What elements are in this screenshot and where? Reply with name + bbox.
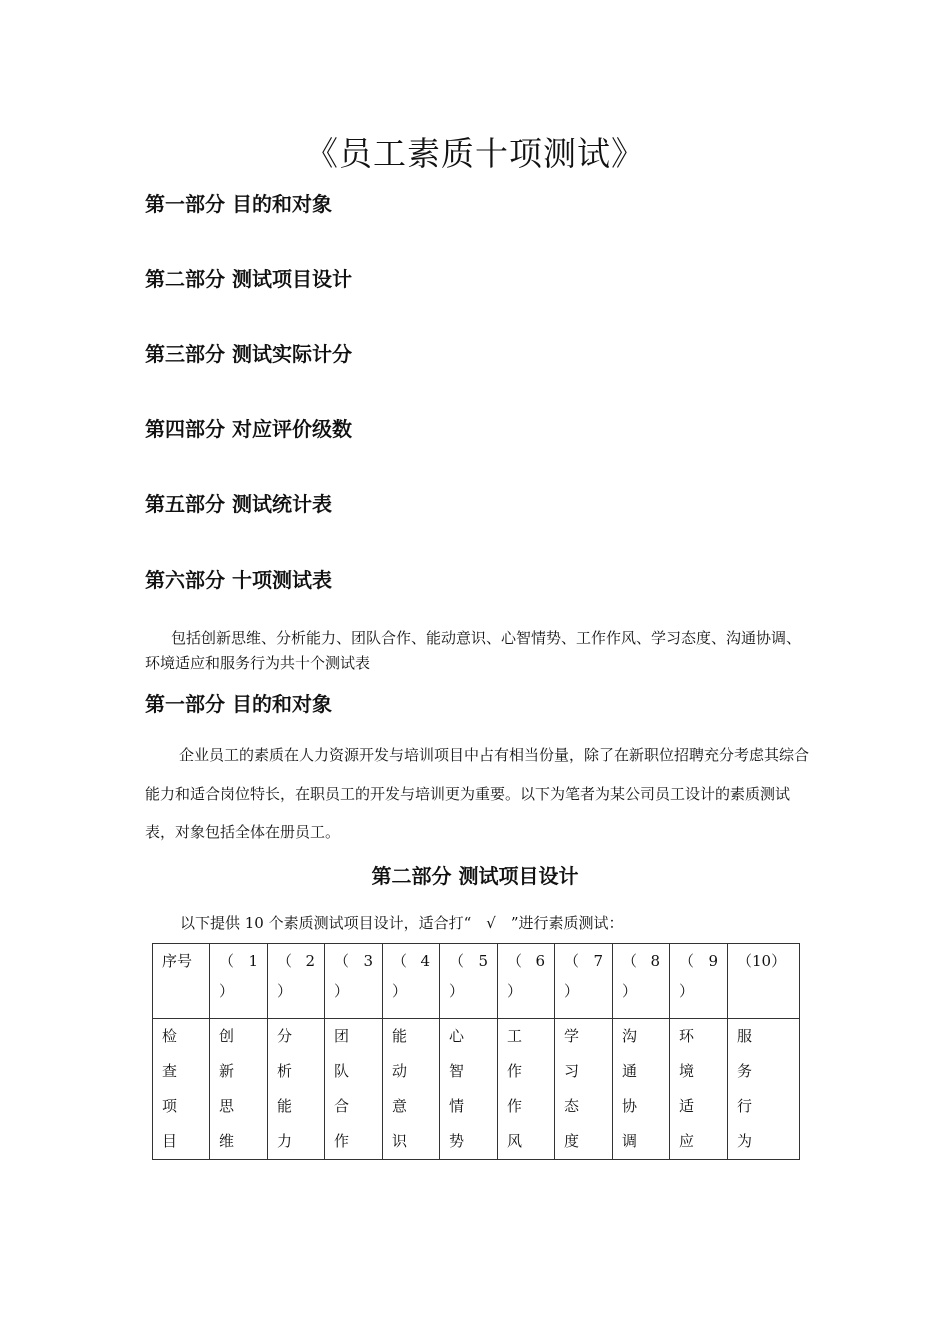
item-char: 作 — [507, 1062, 523, 1080]
item-char: 心 — [449, 1027, 465, 1045]
item-char: 维 — [219, 1132, 235, 1150]
toc-item-part-5: 第五部分 测试统计表 — [145, 492, 332, 516]
close-paren: ） — [219, 982, 235, 1000]
items-label-cell — [153, 1019, 210, 1160]
number-cell — [728, 944, 800, 1019]
item-cell — [670, 1019, 728, 1160]
item-char: 识 — [392, 1132, 408, 1150]
item-cell — [498, 1019, 555, 1160]
number-label-cell — [153, 944, 210, 1019]
toc-item-part-6: 第六部分 十项测试表 — [145, 568, 332, 592]
table-intro: 以下提供 10 个素质测试项目设计，适合打“ √ ”进行素质测试： — [180, 914, 624, 932]
close-paren: ） — [334, 982, 350, 1000]
item-cell — [210, 1019, 268, 1160]
section-heading-part-2: 第二部分 测试项目设计 — [371, 864, 579, 888]
item-char: 作 — [334, 1132, 350, 1150]
item-char: 适 — [679, 1097, 695, 1115]
number-label: 序号 — [162, 952, 193, 970]
number-cell — [670, 944, 728, 1019]
close-paren: ） — [392, 982, 408, 1000]
close-paren: ） — [564, 982, 580, 1000]
item-char: 作 — [507, 1097, 523, 1115]
item-char: 调 — [622, 1132, 638, 1150]
item-char: 团 — [334, 1027, 350, 1045]
open-paren: （ — [334, 952, 350, 970]
item-char: 态 — [564, 1097, 580, 1115]
item-char: 行 — [737, 1097, 753, 1115]
item-cell — [383, 1019, 440, 1160]
item-char: 势 — [449, 1132, 465, 1150]
item-char: 情 — [449, 1097, 465, 1115]
toc-item-part-2: 第二部分 测试项目设计 — [145, 267, 352, 291]
number-cell — [383, 944, 440, 1019]
number-cell — [498, 944, 555, 1019]
item-char: 力 — [277, 1132, 293, 1150]
item-number: 2 — [305, 952, 315, 970]
item-char: 能 — [277, 1097, 293, 1115]
item-char: 新 — [219, 1062, 235, 1080]
section-heading-part-1: 第一部分 目的和对象 — [145, 692, 332, 716]
close-paren: ） — [622, 982, 638, 1000]
table-row-number — [153, 944, 800, 1019]
item-char: 析 — [277, 1062, 293, 1080]
open-paren: （ — [392, 952, 408, 970]
item-char: 分 — [277, 1027, 293, 1045]
item-char: 应 — [679, 1132, 695, 1150]
item-cell — [268, 1019, 325, 1160]
number-cell — [268, 944, 325, 1019]
item-char: 学 — [564, 1027, 580, 1045]
item-number: （10） — [737, 952, 787, 970]
item-cell — [613, 1019, 670, 1160]
item-char: 环 — [679, 1027, 695, 1045]
item-char: 沟 — [622, 1027, 638, 1045]
item-number: 3 — [363, 952, 373, 970]
item-cell — [440, 1019, 498, 1160]
label-char: 查 — [162, 1062, 178, 1080]
label-char: 目 — [162, 1132, 178, 1150]
item-char: 风 — [507, 1132, 523, 1150]
item-number: 7 — [593, 952, 603, 970]
test-items-table — [152, 943, 800, 1160]
item-char: 意 — [392, 1097, 408, 1115]
item-char: 服 — [737, 1027, 753, 1045]
item-char: 度 — [564, 1132, 580, 1150]
toc-item-part-3: 第三部分 测试实际计分 — [145, 342, 352, 366]
item-char: 队 — [334, 1062, 350, 1080]
close-paren: ） — [679, 982, 695, 1000]
item-char: 思 — [219, 1097, 235, 1115]
table-row-items — [153, 1019, 800, 1160]
number-cell — [440, 944, 498, 1019]
intro-paragraph: 包括创新思维、分析能力、团队合作、能动意识、心智情势、工作作风、学习态度、沟通协调、环境适应和服务行为共十个测试表 — [145, 629, 802, 672]
item-char: 通 — [622, 1062, 638, 1080]
page-title: 《员工素质十项测试》 — [305, 134, 645, 173]
number-cell — [210, 944, 268, 1019]
item-char: 境 — [679, 1062, 695, 1080]
close-paren: ） — [507, 982, 523, 1000]
open-paren: （ — [449, 952, 465, 970]
number-cell — [555, 944, 613, 1019]
label-char: 检 — [162, 1027, 178, 1045]
open-paren: （ — [679, 952, 695, 970]
item-cell — [555, 1019, 613, 1160]
open-paren: （ — [564, 952, 580, 970]
item-char: 为 — [737, 1132, 753, 1150]
item-number: 8 — [650, 952, 660, 970]
item-number: 4 — [420, 952, 430, 970]
open-paren: （ — [507, 952, 523, 970]
item-char: 工 — [507, 1027, 523, 1045]
item-number: 1 — [248, 952, 258, 970]
item-number: 9 — [708, 952, 718, 970]
close-paren: ） — [449, 982, 465, 1000]
item-cell — [325, 1019, 383, 1160]
close-paren: ） — [277, 982, 293, 1000]
item-char: 合 — [334, 1097, 350, 1115]
toc-item-part-4: 第四部分 对应评价级数 — [145, 417, 352, 441]
item-char: 智 — [449, 1062, 465, 1080]
label-char: 项 — [162, 1097, 178, 1115]
item-char: 务 — [737, 1062, 753, 1080]
item-char: 协 — [622, 1097, 638, 1115]
part-1-body: 企业员工的素质在人力资源开发与培训项目中占有相当份量，除了在新职位招聘充分考虑其综合能力和适合岗位特长，在职员工的开发与培训更为重要。以下为笔者为某公司员工设计的素质测试表，对象包括全体在册员工。 — [145, 746, 810, 841]
number-cell — [325, 944, 383, 1019]
open-paren: （ — [219, 952, 235, 970]
item-char: 能 — [392, 1027, 408, 1045]
open-paren: （ — [622, 952, 638, 970]
number-cell — [613, 944, 670, 1019]
toc-item-part-1: 第一部分 目的和对象 — [145, 192, 332, 216]
open-paren: （ — [277, 952, 293, 970]
item-number: 6 — [535, 952, 545, 970]
item-char: 习 — [564, 1062, 580, 1080]
item-char: 创 — [219, 1027, 235, 1045]
item-cell — [728, 1019, 800, 1160]
item-number: 5 — [478, 952, 488, 970]
item-char: 动 — [392, 1062, 408, 1080]
